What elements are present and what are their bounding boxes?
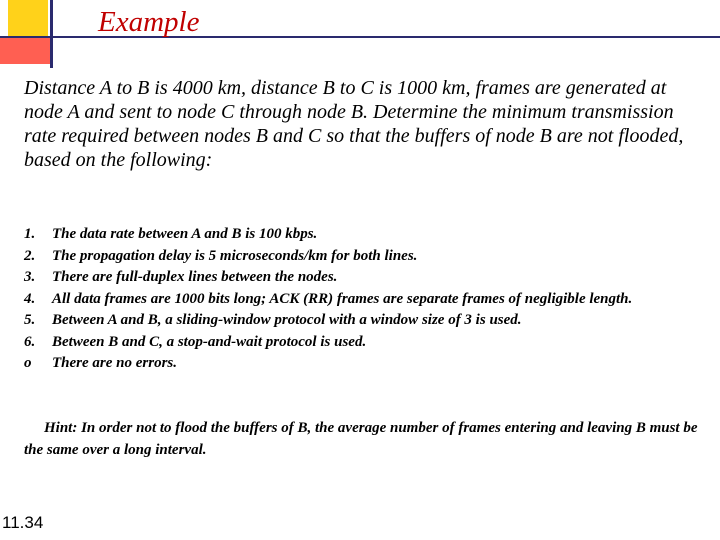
list-item [24, 353, 704, 375]
list-marker: 5. [24, 312, 36, 328]
list-marker: 3. [24, 269, 36, 285]
list-marker: 2. [24, 247, 36, 264]
header-decoration-red-block [0, 36, 50, 64]
list-item-text: Between B and C, a stop-and-wait protocol is used. [52, 333, 367, 350]
list-item [24, 224, 704, 246]
conditions-list [24, 224, 704, 375]
list-marker: 6. [24, 333, 36, 350]
list-marker: o [24, 355, 32, 371]
list-item [24, 310, 704, 332]
list-item-text: The data rate between A and B is 100 kbps. [52, 226, 318, 242]
hint-text: Hint: In order not to flood the buffers of B, the average number of frames entering and leaving B must be the same over a long interval. [24, 420, 698, 458]
list-item-text: There are full-duplex lines between the nodes. [52, 269, 338, 285]
list-marker: 4. [24, 290, 36, 307]
page-number: 11.34 [2, 513, 44, 532]
list-item [24, 267, 704, 289]
list-item [24, 289, 704, 311]
list-item-text: Between A and B, a sliding-window protocol with a window size of 3 is used. [52, 312, 522, 328]
header-decoration-yellow-block [8, 0, 48, 36]
list-marker: 1. [24, 226, 36, 242]
list-item [24, 332, 704, 354]
problem-statement: Distance A to B is 4000 km, distance B to C is 1000 km, frames are generated at node A and sent to node C through node B. Determine the minimum transmission rate required between nodes B and C so that the buffers of node B are not flooded, based on the following: [24, 77, 684, 171]
list-item [24, 246, 704, 268]
list-item-text: The propagation delay is 5 microseconds/km for both lines. [52, 247, 418, 264]
slide-title: Example [98, 6, 200, 38]
header-vertical-rule [50, 0, 53, 68]
list-item-text: All data frames are 1000 bits long; ACK (RR) frames are separate frames of negligible length. [52, 290, 633, 307]
list-item-text: There are no errors. [52, 355, 178, 371]
